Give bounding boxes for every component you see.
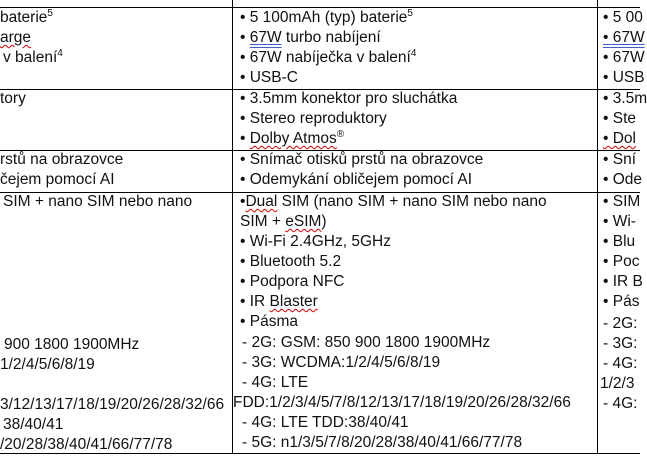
cell-text: 67W <box>249 29 282 46</box>
ir-blaster <box>240 292 318 312</box>
cell-text: • 5 100mAh (typ) baterie <box>240 9 408 26</box>
cell-text: • 67W <box>603 29 645 46</box>
cell-text: SIM + nano SIM nebo nano <box>3 193 193 210</box>
cell-text: SIM (nano SIM + nano SIM nebo nano <box>277 193 547 210</box>
cell-text <box>0 8 53 28</box>
cell-text: /20/28/38/40/41/66/77/78 <box>0 436 173 453</box>
middle-column <box>233 0 597 469</box>
dolby-atmos: • Dolby Atmos® <box>240 128 345 147</box>
cell-text: baterie <box>0 9 48 26</box>
dual-sim <box>240 192 547 212</box>
cell-text: • Ode <box>603 171 643 188</box>
cell-text: - 3G: <box>603 335 638 352</box>
trademark-sup: ® <box>336 128 345 140</box>
band-4g-tdd: - 4G: LTE TDD:38/40/41 <box>242 414 409 431</box>
right-column <box>598 0 647 469</box>
cell-text: • Ste <box>603 110 636 127</box>
footnote-ref: 5 <box>47 7 53 19</box>
cell-text: - 4G: <box>603 395 638 412</box>
cell-text: v balení <box>3 49 58 66</box>
cell-text: 3/12/13/17/18/19/20/26/28/32/66 <box>0 396 225 413</box>
band-2g: - 2G: GSM: 850 900 1800 1900MHz <box>242 334 491 351</box>
usb-port: • USB-C <box>240 69 298 86</box>
cell-text: SIM + <box>240 213 286 230</box>
cell-text: Dolby Atmos <box>249 130 337 147</box>
cell-text: • Pás <box>603 293 640 310</box>
cell-text: - 4G: <box>603 355 638 372</box>
cell-text: • IR <box>240 293 270 310</box>
cell-text: rstů na obrazovce <box>0 151 124 168</box>
band-3g: - 3G: WCDMA:1/2/4/5/6/8/19 <box>242 354 441 371</box>
cell-text: 1/2/4/5/6/8/19 <box>0 356 95 373</box>
band-4g-fdd: FDD:1/2/3/4/5/7/8/12/13/17/18/19/20/26/28/32/66 <box>233 394 571 411</box>
cell-text: 38/40/41 <box>3 416 64 433</box>
cell-text: turbo nabíjení <box>281 29 381 46</box>
cell-text: - 2G: <box>603 315 638 332</box>
cell-text: • 3.5m <box>603 90 647 107</box>
cell-text: • IR B <box>603 273 643 290</box>
fingerprint-sensor: • Snímač otisků prstů na obrazovce <box>240 151 484 168</box>
cell-text: Dual <box>245 193 278 210</box>
dual-sim-cont <box>240 212 327 232</box>
cell-text: arge <box>0 29 32 46</box>
cell-text: • Blu <box>603 233 636 250</box>
cell-text: eSIM <box>285 213 322 230</box>
cell-text: 900 1800 1900MHz <box>4 336 140 353</box>
bluetooth: • Bluetooth 5.2 <box>240 253 342 270</box>
bands: • Pásma <box>240 313 298 330</box>
cell-text: • 67W <box>603 49 645 66</box>
charging-speed: • 67W turbo nabíjení <box>240 29 381 46</box>
nfc: • Podpora NFC <box>240 273 345 290</box>
cell-text: • Dol <box>603 130 636 147</box>
charger-in-box <box>240 48 416 68</box>
cell-text <box>3 48 63 68</box>
band-4g-lte: - 4G: LTE <box>242 374 309 391</box>
cell-text: • Wi- <box>603 213 636 230</box>
cell-text: 1/2/3 <box>600 375 635 392</box>
footnote-ref: 5 <box>407 7 413 19</box>
cell-text: • 67W nabíječka v balení <box>240 49 411 66</box>
left-column <box>0 0 231 469</box>
cell-text: • SIM <box>603 193 641 210</box>
cell-text: • 5 00 <box>603 9 643 26</box>
cell-text: ) <box>321 213 327 230</box>
cell-text: Blaster <box>269 293 318 310</box>
wifi: • Wi-Fi 2.4GHz, 5GHz <box>240 233 391 250</box>
bullet: • <box>240 193 246 210</box>
band-5g: - 5G: n1/3/5/7/8/20/28/38/40/41/66/77/78 <box>242 434 523 451</box>
footnote-ref: 4 <box>410 47 417 59</box>
headphone-jack: • 3.5mm konektor pro sluchátka <box>240 90 458 107</box>
footnote-ref: 4 <box>57 47 63 59</box>
cell-text: čejem pomocí AI <box>0 171 115 188</box>
cell-text: • USB <box>603 69 645 86</box>
cell-text: tory <box>0 90 26 107</box>
cell-text: • Sní <box>603 151 636 168</box>
stereo-speakers: • Stereo reproduktory <box>240 110 387 127</box>
face-unlock: • Odemykání obličejem pomocí AI <box>240 171 473 188</box>
cell-text: • Poc <box>603 253 640 270</box>
battery-capacity <box>240 8 413 28</box>
